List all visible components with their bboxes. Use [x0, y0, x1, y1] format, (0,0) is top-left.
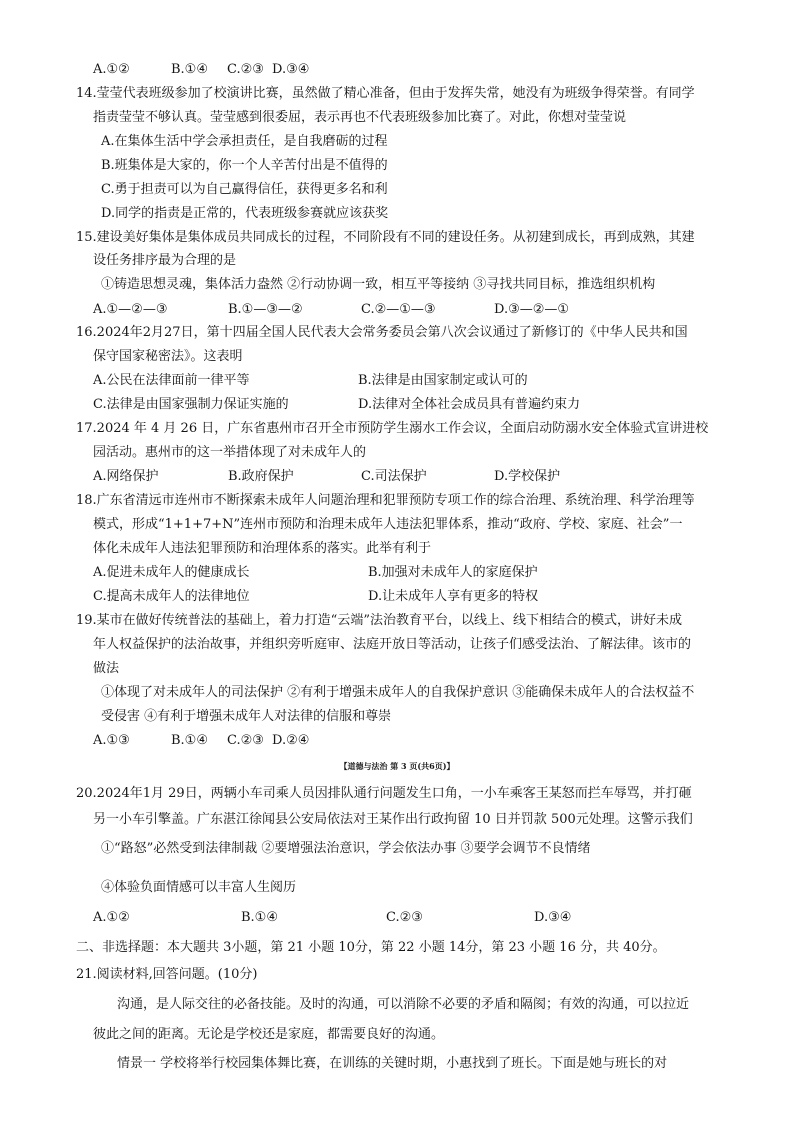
q16-stem-line-2: 保守国家秘密法》。这表明	[93, 349, 243, 364]
q14-stem-line-2: 指责莹莹不够认真。莹莹感到很委屈，表示再也不代表班级参加比赛了。对此，你想对莹莹说	[93, 110, 627, 125]
q18-option-a: A.促进未成年人的健康成长	[93, 565, 250, 580]
q15-option-b: B.①—③—②	[228, 302, 303, 317]
q20-option-c: C.②③	[386, 910, 423, 925]
q18-stem-line-3: 体化未成年人违法犯罪预防和治理体系的落实。此举有利于	[93, 541, 432, 556]
q14-option-d: D.同学的指责是正常的，代表班级参赛就应该获奖	[101, 206, 389, 221]
q16-option-c: C.法律是由国家强制力保证实施的	[93, 397, 289, 412]
q15-stem-line-2: 设任务排序最为合理的是	[93, 253, 237, 268]
q14-option-c: C.勇于担责可以为自己赢得信任，获得更多名和利	[101, 182, 388, 197]
q14-option-a: A.在集体生活中学会承担责任，是自我磨砺的过程	[101, 134, 388, 149]
q16-option-a: A.公民在法律面前一律平等	[93, 373, 250, 388]
q14-stem-line-1: 14.莹莹代表班级参加了校演讲比赛，虽然做了精心准备，但由于发挥失常，她没有为班级争得荣誉。有同学	[76, 86, 695, 101]
q16-option-d: D.法律对全体社会成员具有普遍约束力	[358, 397, 581, 412]
q18-stem-line-2: 模式，形成“1+1+7+N”连州市预防和治理未成年人违法犯罪体系，推动“政府、学校、家庭、社会”一	[93, 517, 683, 532]
q13-option-d: D.③④	[272, 62, 310, 77]
page-footer: 【道德与法治 第 3 页(共6页)】	[339, 761, 455, 771]
q13-option-a: A.①②	[93, 62, 130, 77]
q15-items: ①铸造思想灵魂，集体活力盎然 ②行动协调一致，相互平等接纳 ③寻找共同目标，推选组织机构	[101, 277, 656, 292]
q18-options-row-2	[93, 588, 653, 606]
q15-options	[93, 301, 593, 319]
q19-option-c: C.②③	[227, 733, 264, 748]
q18-option-c: C.提高未成年人的法律地位	[93, 589, 250, 604]
section-2-heading: 二、非选择题：本大题共 3小题，第 21 小题 10分，第 22 小题 14分，第 23 小题 16 分，共 40分。	[76, 940, 666, 955]
q21-stem: 21.阅读材料,回答问题。(10分)	[76, 967, 258, 982]
q19-stem-line-1: 19.某市在做好传统普法的基础上，着力打造“云端”法治教育平台，以线上、线下相结合的模式，讲好未成	[76, 613, 682, 628]
q20-stem-line-1: 20.2024年1月 29日，两辆小车司乘人员因排队通行问题发生口角，一小车乘客王某怒而拦车辱骂，并打砸	[76, 786, 692, 801]
q19-option-d: D.②④	[272, 733, 310, 748]
q19-option-a: A.①③	[93, 733, 130, 748]
q15-option-c: C.②—①—③	[361, 302, 436, 317]
q19-items-line-2: 受侵害 ④有利于增强未成年人对法律的信服和尊崇	[101, 709, 392, 724]
q13-options	[93, 61, 393, 79]
q17-option-b: B.政府保护	[228, 469, 294, 484]
q15-option-d: D.③—②—①	[494, 302, 570, 317]
q16-stem-line-1: 16.2024年2月27日，第十四届全国人民代表大会常务委员会第八次会议通过了新修订的《中华人民共和国	[76, 325, 688, 340]
q19-stem-line-2: 年人权益保护的法治故事，并组织旁听庭审、法庭开放日等活动，让孩子们感受法治、了解法律。该市的	[93, 637, 692, 652]
q18-stem-line-1: 18.广东省清远市连州市不断探索未成年人问题治理和犯罪预防专项工作的综合治理、系统治理、科学治理等	[76, 493, 695, 508]
q16-options-row-1	[93, 372, 653, 390]
q21-paragraph-1-line-2: 彼此之间的距离。无论是学校还是家庭，都需要良好的沟通。	[93, 1027, 445, 1042]
q18-options-row-1	[93, 564, 653, 582]
q15-option-a: A.①—②—③	[93, 302, 168, 317]
q19-stem-line-3: 做法	[93, 661, 120, 676]
q15-stem-line-1: 15.建设美好集体是集体成员共同成长的过程，不同阶段有不同的建设任务。从初建到成长，再到成熟，其建	[76, 230, 695, 245]
q13-option-b: B.①④	[171, 62, 208, 77]
q18-option-b: B.加强对未成年人的家庭保护	[368, 565, 538, 580]
q19-option-b: B.①④	[171, 733, 208, 748]
q19-options	[93, 732, 393, 750]
q16-options-row-2	[93, 396, 653, 414]
q20-option-a: A.①②	[93, 910, 130, 925]
q14-option-b: B.班集体是大家的，你一个人辛苦付出是不值得的	[101, 158, 388, 173]
q20-options	[93, 909, 593, 927]
q20-option-d: D.③④	[534, 910, 572, 925]
q18-option-d: D.让未成年人享有更多的特权	[368, 589, 539, 604]
q17-stem-line-1: 17.2024 年 4 月 26 日，广东省惠州市召开全市预防学生溺水工作会议，全面启动防溺水安全体验式宣讲进校	[76, 421, 709, 436]
q20-option-b: B.①④	[241, 910, 278, 925]
q20-stem-line-2: 另一小车引擎盖。广东湛江徐闻县公安局依法对王某作出行政拘留 10 日并罚款 500元处理。这警示我们	[93, 812, 693, 827]
q17-stem-line-2: 园活动。惠州市的这一举措体现了对未成年人的	[93, 445, 367, 460]
q19-items-line-1: ①体现了对未成年人的司法保护 ②有利于增强未成年人的自我保护意识 ③能确保未成年人的合法权益不	[101, 685, 695, 700]
q13-option-c: C.②③	[227, 62, 264, 77]
q17-option-d: D.学校保护	[494, 469, 561, 484]
q21-paragraph-1-line-1: 沟通，是人际交往的必备技能。及时的沟通，可以消除不必要的矛盾和隔阂；有效的沟通，可以拉近	[117, 997, 690, 1012]
q17-options	[93, 468, 593, 486]
q16-option-b: B.法律是由国家制定或认可的	[358, 373, 528, 388]
q21-scenario-1-line-1: 情景一 学校将举行校园集体舞比赛，在训练的关键时期，小惠找到了班长。下面是她与班长的对	[117, 1056, 668, 1071]
q20-items-line-1: ①“路怒”必然受到法律制裁 ②要增强法治意识，学会依法办事 ③要学会调节不良情绪	[101, 841, 591, 856]
q17-option-c: C.司法保护	[361, 469, 427, 484]
q20-items-line-2: ④体验负面情感可以丰富人生阅历	[101, 880, 297, 895]
q17-option-a: A.网络保护	[93, 469, 159, 484]
